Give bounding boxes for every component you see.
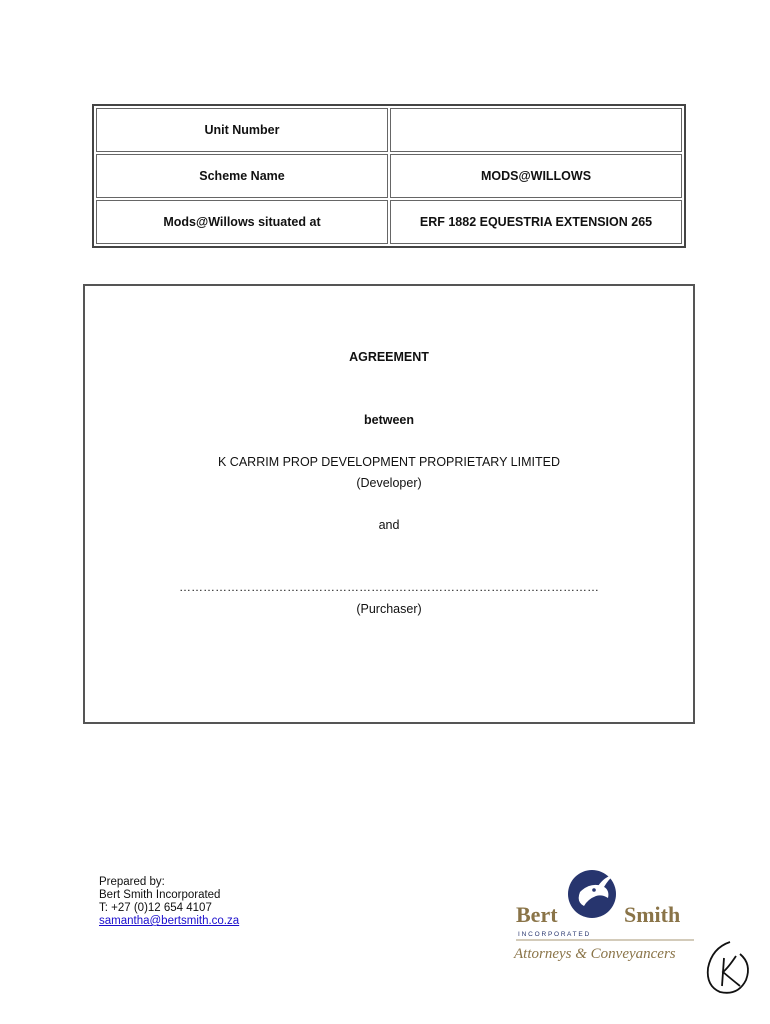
between-text: between: [363, 413, 414, 427]
details-table: [92, 104, 686, 248]
developer-name: K CARRIM PROP DEVELOPMENT PROPRIETARY LIMITED: [218, 455, 560, 469]
developer-role: (Developer): [356, 476, 422, 490]
signature-initial: [700, 934, 756, 1000]
prepared-by-block: [99, 876, 239, 928]
table-row: [96, 108, 682, 152]
prepared-by-firm: Bert Smith Incorporated: [99, 889, 221, 901]
logo-incorporated: I N C O R P O R A T E D: [518, 931, 590, 938]
and-text: and: [378, 518, 400, 532]
situated-at-value: ERF 1882 EQUESTRIA EXTENSION 265: [390, 200, 682, 244]
agreement-title: AGREEMENT: [349, 350, 429, 364]
unit-number-value: [390, 108, 682, 152]
purchaser-role: (Purchaser): [356, 602, 422, 616]
table-row: [96, 200, 682, 244]
situated-at-label: Mods@Willows situated at: [96, 200, 388, 244]
table-row: [96, 154, 682, 198]
purchaser-blank-line: ……………………………………………………………………………………………: [179, 580, 599, 594]
prepared-by-heading: Prepared by:: [99, 876, 165, 888]
prepared-by-phone: T: +27 (0)12 654 4107: [99, 902, 212, 914]
gazelle-mark-icon: [568, 870, 616, 918]
bert-smith-logo: [510, 868, 700, 968]
email-link[interactable]: samantha@bertsmith.co.za: [99, 915, 240, 927]
logo-word-bert: Bert: [516, 902, 558, 927]
scheme-name-label: Scheme Name: [96, 154, 388, 198]
logo-tagline: Attorneys & Conveyancers: [514, 946, 676, 962]
scheme-name-value: MODS@WILLOWS: [390, 154, 682, 198]
logo-word-smith: Smith: [624, 902, 681, 927]
agreement-box: [83, 284, 695, 724]
unit-number-label: Unit Number: [96, 108, 388, 152]
